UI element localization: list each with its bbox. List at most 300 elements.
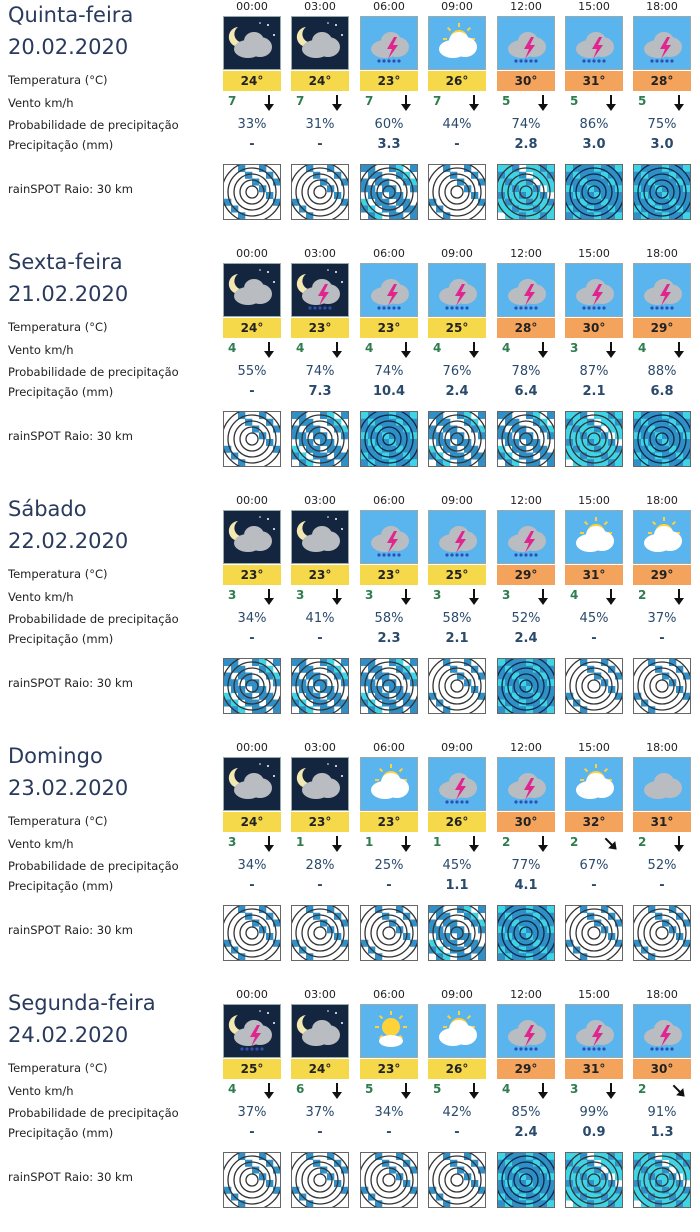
- radar-map[interactable]: [223, 1152, 281, 1208]
- wind-speed: 7: [228, 94, 237, 108]
- precipitation-probability: 74%: [511, 117, 541, 132]
- label-precipitation: Precipitação (mm): [8, 385, 114, 399]
- temperature-value: 25°: [428, 565, 486, 585]
- wind-speed: 2: [638, 1082, 647, 1096]
- wind-speed: 1: [296, 835, 305, 849]
- wind-cell: [228, 588, 282, 606]
- temperature-value: 23°: [291, 812, 349, 832]
- label-temperature: Temperatura (°C): [8, 567, 108, 581]
- night-cloudy-icon: [223, 263, 281, 317]
- precipitation-probability: 55%: [237, 364, 267, 379]
- label-probability: Probabilidade de precipitação: [8, 365, 179, 379]
- label-probability: Probabilidade de precipitação: [8, 859, 179, 873]
- hour-time: 18:00: [646, 741, 678, 754]
- hour-time: 15:00: [578, 741, 610, 754]
- hour-time: 18:00: [646, 494, 678, 507]
- label-radar: rainSPOT Raio: 30 km: [8, 1170, 133, 1184]
- radar-map[interactable]: [223, 411, 281, 467]
- arrow-down-icon: [604, 94, 618, 112]
- radar-map[interactable]: [360, 164, 418, 220]
- precipitation-probability: 25%: [374, 858, 404, 873]
- hour-time: 09:00: [441, 988, 473, 1001]
- thunderstorm-icon: [497, 263, 555, 317]
- thunderstorm-icon: [633, 16, 691, 70]
- radar-map[interactable]: [428, 164, 486, 220]
- temperature-value: 32°: [565, 812, 623, 832]
- hour-time: 00:00: [236, 988, 268, 1001]
- radar-map[interactable]: [565, 905, 623, 961]
- temperature-value: 29°: [497, 565, 555, 585]
- wind-speed: 7: [296, 94, 305, 108]
- radar-map[interactable]: [497, 1152, 555, 1208]
- night-thunderstorm-icon: [223, 1004, 281, 1058]
- hour-time: 18:00: [646, 988, 678, 1001]
- wind-cell: [638, 1082, 692, 1100]
- precipitation-probability: 34%: [237, 858, 267, 873]
- wind-cell: [433, 341, 487, 359]
- arrow-down-icon: [672, 341, 686, 359]
- precipitation-amount: 2.4: [514, 1125, 538, 1140]
- thunderstorm-icon: [565, 16, 623, 70]
- wind-cell: [296, 94, 350, 112]
- temperature-value: 30°: [497, 812, 555, 832]
- night-cloudy-icon: [223, 757, 281, 811]
- hour-time: 12:00: [510, 494, 542, 507]
- wind-cell: [433, 1082, 487, 1100]
- arrow-down-icon: [467, 341, 481, 359]
- precipitation-probability: 86%: [579, 117, 609, 132]
- thunderstorm-icon: [565, 1004, 623, 1058]
- wind-speed: 5: [502, 94, 511, 108]
- wind-cell: [570, 1082, 624, 1100]
- label-wind: Vento km/h: [8, 96, 74, 110]
- wind-cell: [502, 835, 556, 853]
- label-wind: Vento km/h: [8, 837, 74, 851]
- wind-speed: 4: [228, 341, 237, 355]
- radar-map[interactable]: [360, 1152, 418, 1208]
- precipitation-amount: 7.3: [308, 384, 332, 399]
- radar-map[interactable]: [223, 658, 281, 714]
- precipitation-amount: 2.4: [514, 631, 538, 646]
- precipitation-probability: 78%: [511, 364, 541, 379]
- label-precipitation: Precipitação (mm): [8, 1126, 114, 1140]
- precipitation-amount: 6.4: [514, 384, 538, 399]
- temperature-value: 23°: [291, 565, 349, 585]
- precipitation-probability: 37%: [647, 611, 677, 626]
- arrow-down-icon: [467, 1082, 481, 1100]
- arrow-down-icon: [604, 588, 618, 606]
- day-date: 22.02.2020: [8, 529, 129, 553]
- hour-time: 12:00: [510, 247, 542, 260]
- wind-speed: 1: [365, 835, 374, 849]
- day-section: [0, 247, 700, 481]
- precipitation-amount: 1.1: [445, 878, 469, 893]
- precipitation-probability: 75%: [647, 117, 677, 132]
- wind-cell: [638, 94, 692, 112]
- radar-map[interactable]: [565, 658, 623, 714]
- precipitation-probability: 37%: [237, 1105, 267, 1120]
- hour-time: 09:00: [441, 0, 473, 13]
- wind-speed: 3: [570, 1082, 579, 1096]
- wind-cell: [638, 835, 692, 853]
- wind-speed: 4: [433, 341, 442, 355]
- temperature-value: 23°: [360, 1059, 418, 1079]
- label-precipitation: Precipitação (mm): [8, 632, 114, 646]
- radar-map[interactable]: [497, 411, 555, 467]
- temperature-value: 31°: [565, 1059, 623, 1079]
- hour-time: 09:00: [441, 494, 473, 507]
- wind-cell: [433, 588, 487, 606]
- thunderstorm-icon: [428, 510, 486, 564]
- radar-map[interactable]: [223, 905, 281, 961]
- day-section: [0, 0, 700, 234]
- arrow-down-icon: [536, 1082, 550, 1100]
- night-cloudy-icon: [223, 510, 281, 564]
- wind-speed: 2: [638, 588, 647, 602]
- hour-time: 12:00: [510, 741, 542, 754]
- wind-speed: 5: [433, 1082, 442, 1096]
- label-radar: rainSPOT Raio: 30 km: [8, 182, 133, 196]
- label-probability: Probabilidade de precipitação: [8, 1106, 179, 1120]
- arrow-down-icon: [262, 1082, 276, 1100]
- wind-speed: 4: [638, 341, 647, 355]
- label-temperature: Temperatura (°C): [8, 1061, 108, 1075]
- temperature-value: 28°: [633, 71, 691, 91]
- arrow-down-icon: [672, 94, 686, 112]
- radar-map[interactable]: [291, 1152, 349, 1208]
- precipitation-probability: 45%: [442, 858, 472, 873]
- arrow-down-icon: [672, 588, 686, 606]
- precipitation-probability: 87%: [579, 364, 609, 379]
- wind-cell: [228, 1082, 282, 1100]
- wind-speed: 5: [638, 94, 647, 108]
- partly-sunny-icon: [428, 16, 486, 70]
- precipitation-amount: -: [317, 1125, 323, 1140]
- precipitation-amount: 2.1: [445, 631, 469, 646]
- wind-cell: [365, 341, 419, 359]
- label-radar: rainSPOT Raio: 30 km: [8, 923, 133, 937]
- day-title: Quinta-feira: [8, 3, 134, 27]
- night-cloudy-icon: [291, 1004, 349, 1058]
- temperature-value: 24°: [291, 1059, 349, 1079]
- precipitation-probability: 44%: [442, 117, 472, 132]
- partly-sunny-icon: [633, 510, 691, 564]
- wind-speed: 7: [433, 94, 442, 108]
- label-temperature: Temperatura (°C): [8, 814, 108, 828]
- arrow-down-icon: [536, 835, 550, 853]
- wind-speed: 4: [502, 341, 511, 355]
- label-wind: Vento km/h: [8, 590, 74, 604]
- hour-time: 06:00: [373, 741, 405, 754]
- thunderstorm-icon: [565, 263, 623, 317]
- precipitation-amount: 2.4: [445, 384, 469, 399]
- wind-speed: 4: [570, 588, 579, 602]
- temperature-value: 23°: [360, 565, 418, 585]
- arrow-down-icon: [262, 588, 276, 606]
- wind-cell: [228, 835, 282, 853]
- hour-time: 15:00: [578, 988, 610, 1001]
- temperature-value: 24°: [223, 71, 281, 91]
- wind-speed: 2: [570, 835, 579, 849]
- wind-cell: [502, 94, 556, 112]
- night-cloudy-icon: [223, 16, 281, 70]
- arrow-down-icon: [262, 94, 276, 112]
- hour-time: 00:00: [236, 247, 268, 260]
- radar-map[interactable]: [633, 411, 691, 467]
- arrow-down-icon: [536, 341, 550, 359]
- radar-map[interactable]: [565, 1152, 623, 1208]
- radar-map[interactable]: [633, 1152, 691, 1208]
- precipitation-probability: 74%: [305, 364, 335, 379]
- temperature-value: 29°: [633, 318, 691, 338]
- precipitation-probability: 34%: [374, 1105, 404, 1120]
- hour-time: 06:00: [373, 988, 405, 1001]
- thunderstorm-icon: [360, 510, 418, 564]
- arrow-down-icon: [399, 1082, 413, 1100]
- temperature-value: 31°: [565, 565, 623, 585]
- precipitation-amount: 10.4: [372, 384, 406, 399]
- hour-time: 00:00: [236, 741, 268, 754]
- precipitation-amount: -: [249, 1125, 255, 1140]
- wind-cell: [296, 835, 350, 853]
- hour-time: 03:00: [304, 494, 336, 507]
- arrow-down-icon: [330, 588, 344, 606]
- precipitation-probability: 58%: [442, 611, 472, 626]
- label-wind: Vento km/h: [8, 343, 74, 357]
- precipitation-amount: 6.8: [650, 384, 674, 399]
- temperature-value: 28°: [497, 318, 555, 338]
- day-title: Segunda-feira: [8, 991, 156, 1015]
- day-title: Sábado: [8, 497, 87, 521]
- arrow-down-icon: [536, 94, 550, 112]
- wind-speed: 4: [502, 1082, 511, 1096]
- precipitation-amount: -: [249, 384, 255, 399]
- precipitation-amount: -: [454, 137, 460, 152]
- wind-speed: 4: [365, 341, 374, 355]
- hour-time: 03:00: [304, 247, 336, 260]
- arrow-down-icon: [330, 94, 344, 112]
- hour-time: 06:00: [373, 247, 405, 260]
- wind-cell: [228, 94, 282, 112]
- arrow-down-icon: [604, 341, 618, 359]
- hour-time: 00:00: [236, 0, 268, 13]
- wind-speed: 4: [296, 341, 305, 355]
- day-title: Sexta-feira: [8, 250, 123, 274]
- night-cloudy-icon: [291, 757, 349, 811]
- arrow-down-icon: [604, 1082, 618, 1100]
- precipitation-probability: 77%: [511, 858, 541, 873]
- arrow-down-icon: [536, 588, 550, 606]
- hour-time: 09:00: [441, 247, 473, 260]
- day-date: 20.02.2020: [8, 35, 129, 59]
- wind-cell: [570, 588, 624, 606]
- precipitation-amount: -: [591, 878, 597, 893]
- precipitation-probability: 91%: [647, 1105, 677, 1120]
- partly-sunny-icon: [360, 757, 418, 811]
- thunderstorm-icon: [497, 510, 555, 564]
- hour-time: 18:00: [646, 247, 678, 260]
- wind-speed: 3: [296, 588, 305, 602]
- temperature-value: 29°: [633, 565, 691, 585]
- precipitation-amount: -: [386, 878, 392, 893]
- radar-map[interactable]: [360, 905, 418, 961]
- precipitation-probability: 74%: [374, 364, 404, 379]
- wind-cell: [502, 1082, 556, 1100]
- radar-map[interactable]: [428, 411, 486, 467]
- temperature-value: 30°: [565, 318, 623, 338]
- radar-map[interactable]: [633, 658, 691, 714]
- hour-time: 12:00: [510, 988, 542, 1001]
- wind-speed: 2: [502, 835, 511, 849]
- hour-time: 03:00: [304, 988, 336, 1001]
- night-cloudy-icon: [291, 16, 349, 70]
- precipitation-probability: 76%: [442, 364, 472, 379]
- night-cloudy-icon: [291, 510, 349, 564]
- hour-time: 18:00: [646, 0, 678, 13]
- precipitation-amount: 4.1: [514, 878, 538, 893]
- hour-time: 15:00: [578, 0, 610, 13]
- precipitation-amount: -: [317, 137, 323, 152]
- arrow-down-icon: [399, 835, 413, 853]
- temperature-value: 29°: [497, 1059, 555, 1079]
- radar-map[interactable]: [565, 411, 623, 467]
- arrow-down-icon: [262, 835, 276, 853]
- wind-speed: 3: [433, 588, 442, 602]
- thunderstorm-icon: [360, 16, 418, 70]
- wind-cell: [365, 588, 419, 606]
- precipitation-probability: 52%: [647, 858, 677, 873]
- day-date: 24.02.2020: [8, 1023, 129, 1047]
- wind-cell: [638, 588, 692, 606]
- arrow-down-icon: [262, 341, 276, 359]
- radar-map[interactable]: [291, 164, 349, 220]
- temperature-value: 23°: [291, 318, 349, 338]
- wind-cell: [433, 94, 487, 112]
- radar-map[interactable]: [633, 164, 691, 220]
- temperature-value: 26°: [428, 812, 486, 832]
- radar-map[interactable]: [223, 164, 281, 220]
- precipitation-probability: 41%: [305, 611, 335, 626]
- temperature-value: 25°: [223, 1059, 281, 1079]
- radar-map[interactable]: [360, 411, 418, 467]
- precipitation-amount: 1.3: [650, 1125, 674, 1140]
- precipitation-amount: -: [249, 631, 255, 646]
- wind-cell: [502, 588, 556, 606]
- temperature-value: 26°: [428, 71, 486, 91]
- wind-cell: [433, 835, 487, 853]
- radar-map[interactable]: [291, 658, 349, 714]
- precipitation-amount: -: [454, 1125, 460, 1140]
- partly-sunny-icon: [565, 510, 623, 564]
- precipitation-amount: 0.9: [582, 1125, 606, 1140]
- precipitation-amount: 3.0: [582, 137, 606, 152]
- day-section: [0, 741, 700, 975]
- radar-map[interactable]: [428, 1152, 486, 1208]
- temperature-value: 30°: [633, 1059, 691, 1079]
- radar-map[interactable]: [428, 658, 486, 714]
- arrow-down-icon: [467, 94, 481, 112]
- precipitation-probability: 37%: [305, 1105, 335, 1120]
- label-probability: Probabilidade de precipitação: [8, 612, 179, 626]
- hour-time: 06:00: [373, 494, 405, 507]
- label-temperature: Temperatura (°C): [8, 320, 108, 334]
- thunderstorm-icon: [497, 1004, 555, 1058]
- label-precipitation: Precipitação (mm): [8, 138, 114, 152]
- radar-map[interactable]: [291, 411, 349, 467]
- wind-speed: 4: [228, 1082, 237, 1096]
- radar-map[interactable]: [633, 905, 691, 961]
- temperature-value: 31°: [565, 71, 623, 91]
- wind-speed: 3: [365, 588, 374, 602]
- wind-cell: [365, 1082, 419, 1100]
- arrow-down-right-icon: [604, 835, 618, 853]
- temperature-value: 24°: [291, 71, 349, 91]
- wind-speed: 5: [570, 94, 579, 108]
- thunderstorm-icon: [633, 263, 691, 317]
- precipitation-probability: 33%: [237, 117, 267, 132]
- radar-map[interactable]: [565, 164, 623, 220]
- arrow-down-icon: [467, 835, 481, 853]
- temperature-value: 25°: [428, 318, 486, 338]
- precipitation-amount: -: [659, 878, 665, 893]
- precipitation-probability: 58%: [374, 611, 404, 626]
- wind-speed: 6: [296, 1082, 305, 1096]
- thunderstorm-icon: [428, 263, 486, 317]
- hour-time: 09:00: [441, 741, 473, 754]
- arrow-down-right-icon: [672, 1082, 686, 1100]
- hour-time: 00:00: [236, 494, 268, 507]
- label-radar: rainSPOT Raio: 30 km: [8, 429, 133, 443]
- wind-speed: 7: [365, 94, 374, 108]
- arrow-down-icon: [467, 588, 481, 606]
- wind-cell: [638, 341, 692, 359]
- sunny-icon: [360, 1004, 418, 1058]
- radar-map[interactable]: [497, 905, 555, 961]
- precipitation-amount: -: [317, 631, 323, 646]
- temperature-value: 31°: [633, 812, 691, 832]
- cloudy-icon: [633, 757, 691, 811]
- precipitation-amount: 2.8: [514, 137, 538, 152]
- hour-time: 03:00: [304, 0, 336, 13]
- wind-speed: 3: [502, 588, 511, 602]
- night-thunderstorm-icon: [291, 263, 349, 317]
- precipitation-probability: 52%: [511, 611, 541, 626]
- precipitation-probability: 85%: [511, 1105, 541, 1120]
- wind-cell: [570, 341, 624, 359]
- radar-map[interactable]: [428, 905, 486, 961]
- label-probability: Probabilidade de precipitação: [8, 118, 179, 132]
- hour-time: 15:00: [578, 247, 610, 260]
- temperature-value: 24°: [223, 812, 281, 832]
- radar-map[interactable]: [497, 658, 555, 714]
- precipitation-probability: 88%: [647, 364, 677, 379]
- temperature-value: 26°: [428, 1059, 486, 1079]
- day-section: [0, 988, 700, 1222]
- radar-map[interactable]: [497, 164, 555, 220]
- radar-map[interactable]: [360, 658, 418, 714]
- radar-map[interactable]: [291, 905, 349, 961]
- wind-speed: 5: [365, 1082, 374, 1096]
- thunderstorm-icon: [360, 263, 418, 317]
- thunderstorm-icon: [497, 757, 555, 811]
- temperature-value: 23°: [360, 71, 418, 91]
- precipitation-amount: -: [249, 137, 255, 152]
- partly-sunny-icon: [565, 757, 623, 811]
- thunderstorm-icon: [428, 757, 486, 811]
- arrow-down-icon: [330, 341, 344, 359]
- hour-time: 12:00: [510, 0, 542, 13]
- arrow-down-icon: [330, 835, 344, 853]
